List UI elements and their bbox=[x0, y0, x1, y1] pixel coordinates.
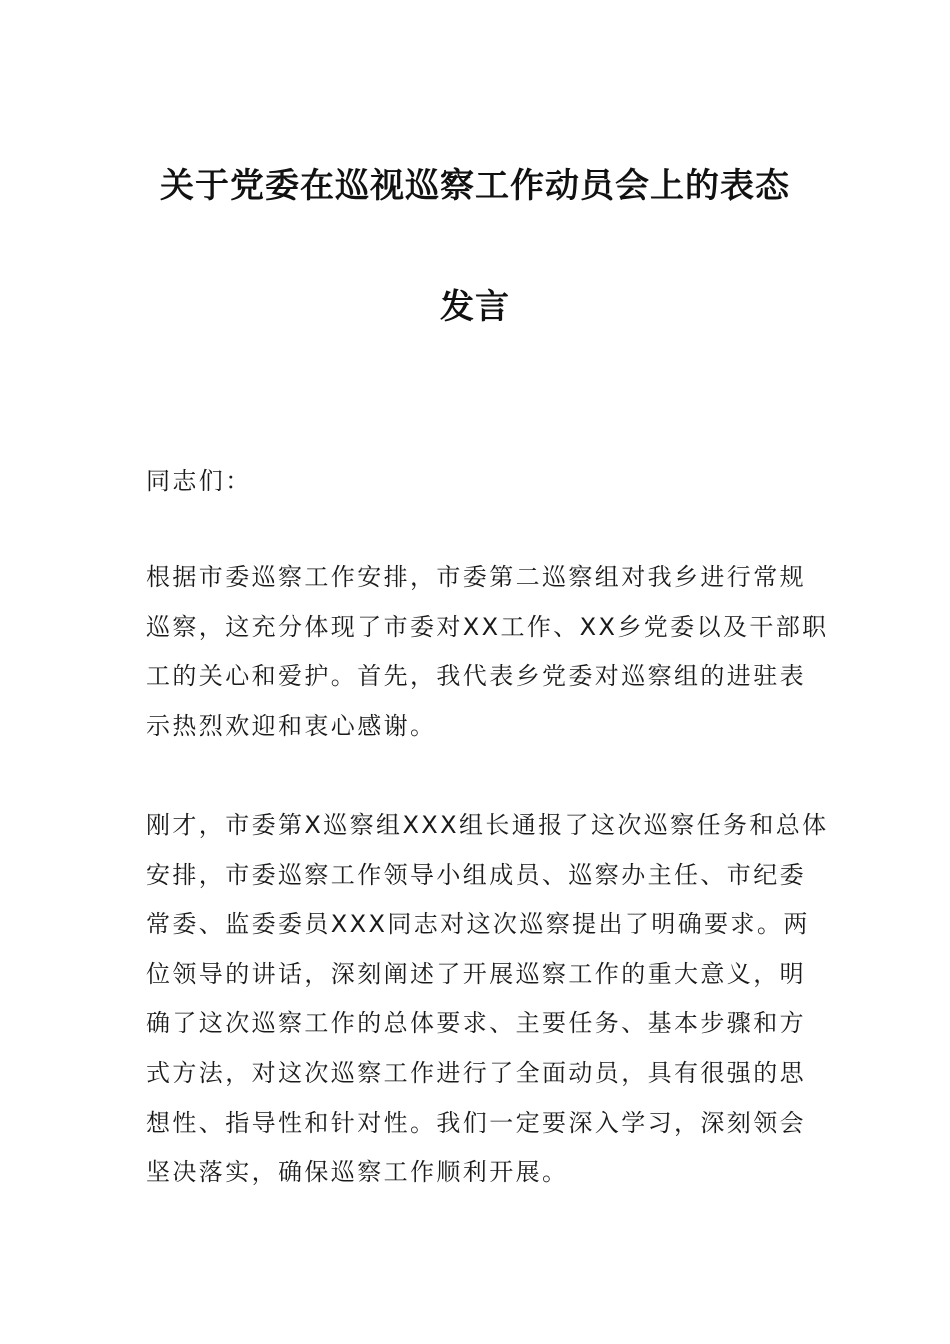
document-title-line-1: 关于党委在巡视巡察工作动员会上的表态 bbox=[160, 166, 790, 206]
paragraph-line: 想性、指导性和针对性。我们一定要深入学习，深刻领会 bbox=[146, 1108, 806, 1137]
paragraph-line: 刚才，市委第X巡察组XXX组长通报了这次巡察任务和总体 bbox=[146, 811, 829, 839]
paragraph-line: 确了这次巡察工作的总体要求、主要任务、基本步骤和方 bbox=[146, 1009, 806, 1038]
paragraph-line: 式方法，对这次巡察工作进行了全面动员，具有很强的思 bbox=[146, 1058, 806, 1087]
paragraph-1 bbox=[146, 553, 829, 751]
paragraph-line: 根据市委巡察工作安排，市委第二巡察组对我乡进行常规 bbox=[146, 563, 806, 591]
paragraph-line: 安排，市委巡察工作领导小组成员、巡察办主任、市纪委 bbox=[146, 860, 806, 889]
paragraph-2 bbox=[146, 801, 829, 1198]
paragraph-line: 示热烈欢迎和衷心感谢。 bbox=[146, 711, 437, 740]
document-title-line-2: 发言 bbox=[440, 287, 510, 327]
salutation bbox=[146, 457, 808, 507]
paragraph-line: 工的关心和爱护。首先，我代表乡党委对巡察组的进驻表 bbox=[146, 662, 806, 691]
paragraph-line: 巡察，这充分体现了市委对XX工作、XX乡党委以及干部职 bbox=[146, 612, 829, 641]
salutation-text: 同志们： bbox=[146, 467, 252, 495]
paragraph-line: 位领导的讲话，深刻阐述了开展巡察工作的重大意义，明 bbox=[146, 959, 806, 988]
paragraph-line: 坚决落实，确保巡察工作顺利开展。 bbox=[146, 1158, 569, 1187]
paragraph-line: 常委、监委委员XXX同志对这次巡察提出了明确要求。两 bbox=[146, 910, 810, 939]
